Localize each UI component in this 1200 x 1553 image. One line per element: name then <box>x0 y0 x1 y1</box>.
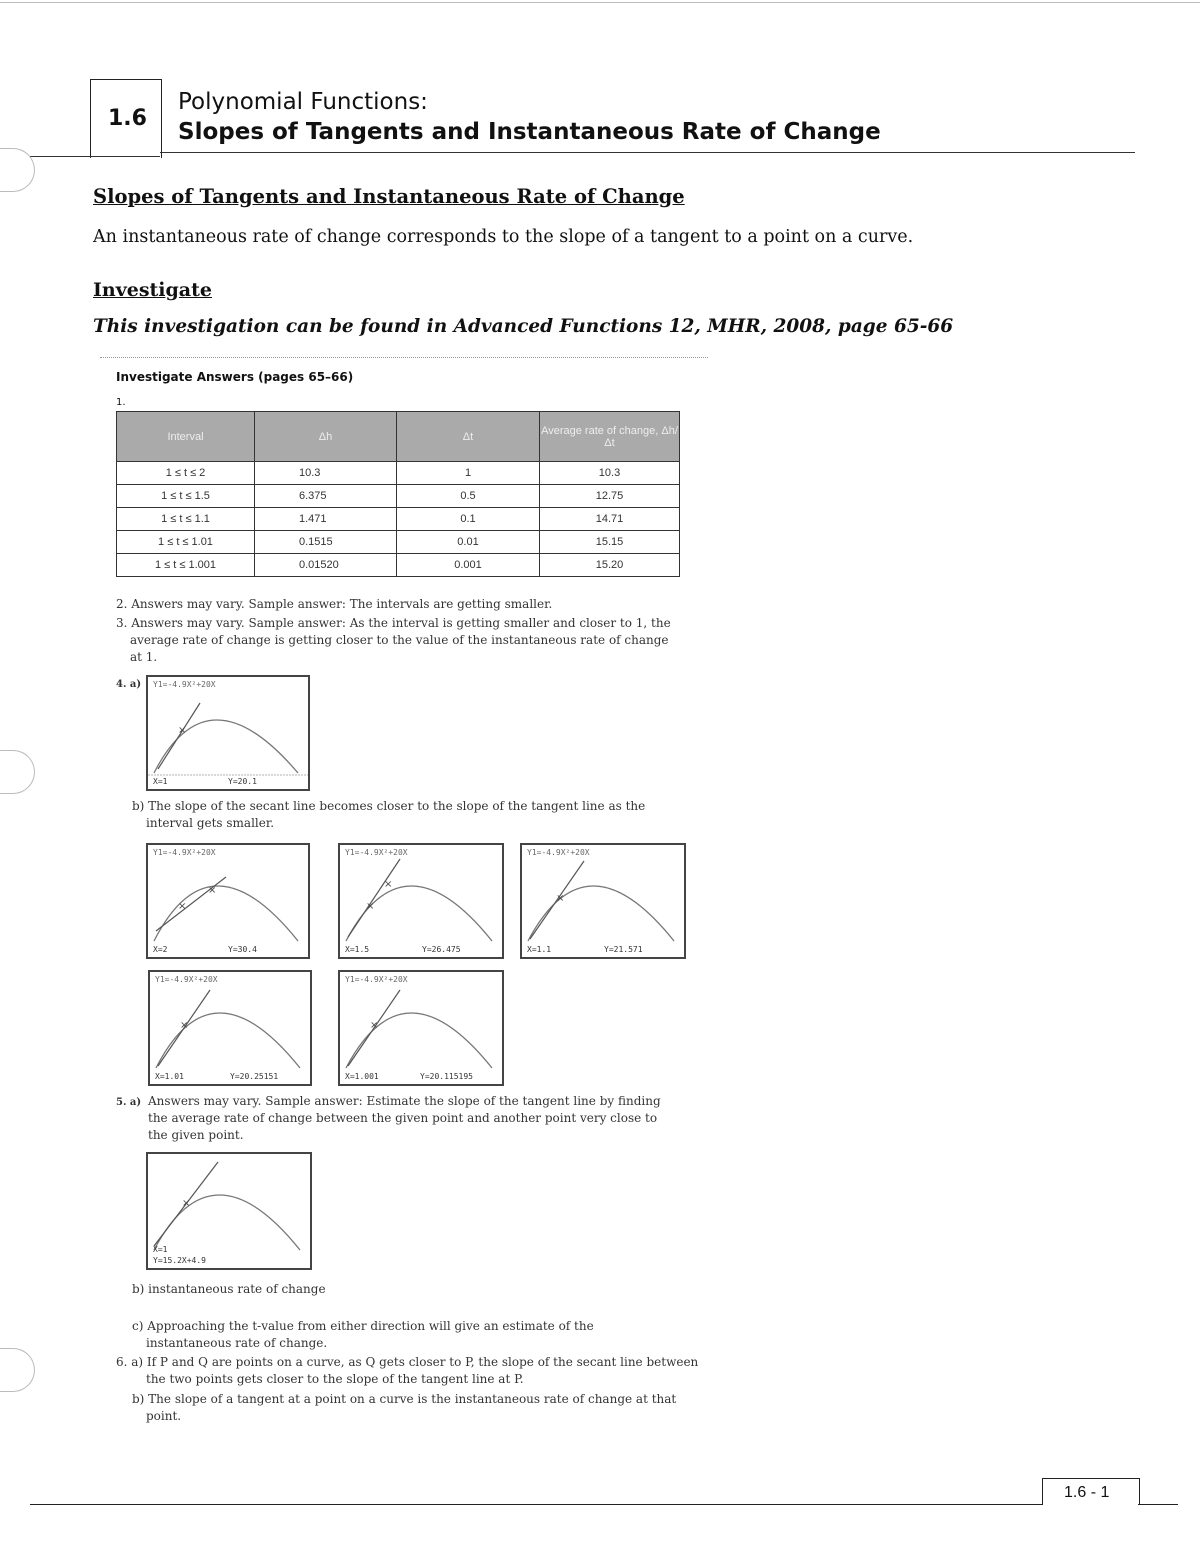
graph-x-readout: X=1.01 <box>155 1072 184 1081</box>
graph-x-readout: X=1 <box>153 1245 168 1254</box>
section-number: 1.6 <box>108 106 147 131</box>
table-cell: 1 ≤ t ≤ 1.1 <box>117 508 255 531</box>
graph-4b-interval-1.5 <box>338 843 504 959</box>
footer-rule <box>30 1504 1042 1505</box>
header-rule <box>160 152 1135 153</box>
graph-equation: Y1=-4.9X²+20X <box>155 975 218 984</box>
top-rule <box>0 2 1200 3</box>
svg-text:×: × <box>208 885 217 896</box>
graph-y-readout: Y=21.571 <box>604 945 643 954</box>
table-cell: 1 ≤ t ≤ 2 <box>117 462 255 485</box>
svg-text:×: × <box>182 1198 191 1209</box>
table-header: Interval <box>117 412 255 462</box>
graph-curve <box>522 845 684 957</box>
header-line-1: Polynomial Functions: <box>178 89 428 115</box>
answer-5c: c) Approaching the t-value from either direction will give an estimate of the instantaneous rate of change. <box>132 1319 594 1350</box>
graph-curve <box>148 677 308 789</box>
table-cell: 1 ≤ t ≤ 1.5 <box>117 485 255 508</box>
answer-2: 2. Answers may vary. Sample answer: The intervals are getting smaller. <box>116 597 553 611</box>
punch-hole <box>0 750 35 794</box>
graph-4b-interval-1.01 <box>148 970 312 1086</box>
graph-equation: Y1=-4.9X²+20X <box>527 848 590 857</box>
table-cell: 1 <box>397 462 540 485</box>
graph-curve <box>340 845 502 957</box>
table-cell: 0.5 <box>397 485 540 508</box>
table-cell: 1.471 <box>255 508 397 531</box>
graph-y-readout: Y=26.475 <box>422 945 461 954</box>
table-cell: 1 ≤ t ≤ 1.01 <box>117 531 255 554</box>
table-cell: 0.01520 <box>255 554 397 577</box>
graph-equation: Y1=-4.9X²+20X <box>153 848 216 857</box>
table-header: Average rate of change, Δh/Δt <box>540 412 680 462</box>
table-cell: 15.15 <box>540 531 680 554</box>
footer-rule-right <box>1138 1504 1178 1505</box>
graph-curve <box>340 972 502 1084</box>
answer-4b: b) The slope of the secant line becomes closer to the slope of the tangent line as the interval gets smaller. <box>132 799 646 830</box>
table-cell: 0.001 <box>397 554 540 577</box>
answer-4a-label: 4. a) <box>116 679 142 690</box>
graph-x-readout: X=1.1 <box>527 945 552 954</box>
graph-4b-interval-1.001 <box>338 970 504 1086</box>
answer-6a: 6. a) If P and Q are points on a curve, as Q gets closer to P, the slope of the secant line between the two points gets closer to the slope of the tangent line at P. <box>116 1355 699 1386</box>
page-number: 1.6 - 1 <box>1064 1484 1110 1501</box>
svg-text:×: × <box>556 893 565 904</box>
graph-4a <box>146 675 310 791</box>
graph-4b-interval-1.1 <box>520 843 686 959</box>
graph-y-readout: Y=15.2X+4.9 <box>153 1256 206 1265</box>
rate-table <box>116 411 680 577</box>
svg-text:×: × <box>384 879 393 890</box>
answer-3: 3. Answers may vary. Sample answer: As the interval is getting smaller and closer to 1, the average rate of change is getting closer to the value of the instantaneous rate of change at 1. <box>116 616 671 664</box>
table-row <box>117 554 680 577</box>
graph-curve <box>148 1154 310 1268</box>
graph-y-readout: Y=20.115195 <box>420 1072 473 1081</box>
answer-5a-label: 5. a) <box>116 1097 142 1108</box>
table-header: Δh <box>255 412 397 462</box>
svg-text:×: × <box>178 725 187 736</box>
answer-5a: Answers may vary. Sample answer: Estimate the slope of the tangent line by finding the average rate of change between the given point and another point very close to the given point. <box>148 1094 661 1142</box>
investigate-heading: Investigate <box>93 279 212 301</box>
table-cell: 12.75 <box>540 485 680 508</box>
graph-y-readout: Y=20.1 <box>228 777 257 786</box>
table-row <box>117 485 680 508</box>
graph-y-readout: Y=20.25151 <box>230 1072 279 1081</box>
answer-6b: b) The slope of a tangent at a point on a curve is the instantaneous rate of change at that point. <box>132 1392 677 1423</box>
table-cell: 0.1515 <box>255 531 397 554</box>
table-cell: 1 ≤ t ≤ 1.001 <box>117 554 255 577</box>
graph-curve <box>150 972 310 1084</box>
graph-x-readout: X=1.001 <box>345 1072 379 1081</box>
graph-equation: Y1=-4.9X²+20X <box>345 848 408 857</box>
question-1-label: 1. <box>116 397 126 408</box>
header-line-2: Slopes of Tangents and Instantaneous Rate of Change <box>178 119 881 145</box>
table-header: Δt <box>397 412 540 462</box>
graph-x-readout: X=2 <box>153 945 168 954</box>
table-cell: 14.71 <box>540 508 680 531</box>
table-row <box>117 462 680 485</box>
table-cell: 6.375 <box>255 485 397 508</box>
graph-x-readout: X=1.5 <box>345 945 370 954</box>
investigation-note: This investigation can be found in Advanced Functions 12, MHR, 2008, page 65-66 <box>93 316 954 337</box>
answer-5b: b) instantaneous rate of change <box>132 1282 326 1296</box>
header-rule-left <box>30 156 160 157</box>
svg-text:×: × <box>180 1020 189 1031</box>
table-cell: 0.1 <box>397 508 540 531</box>
graph-4b-interval-2 <box>146 843 310 959</box>
svg-text:×: × <box>366 901 375 912</box>
graph-equation: Y1=-4.9X²+20X <box>153 680 216 689</box>
graph-y-readout: Y=30.4 <box>228 945 257 954</box>
graph-5a <box>146 1152 312 1270</box>
graph-equation: Y1=-4.9X²+20X <box>345 975 408 984</box>
table-cell: 15.20 <box>540 554 680 577</box>
section-title: Slopes of Tangents and Instantaneous Rate of Change <box>93 185 685 208</box>
svg-text:×: × <box>370 1020 379 1031</box>
punch-hole <box>0 1348 35 1392</box>
table-cell: 10.3 <box>255 462 397 485</box>
svg-text:×: × <box>178 901 187 912</box>
punch-hole <box>0 148 35 192</box>
graph-curve <box>148 845 308 957</box>
answers-title: Investigate Answers (pages 65–66) <box>116 370 354 384</box>
intro-text: An instantaneous rate of change corresponds to the slope of a tangent to a point on a curve. <box>93 227 914 247</box>
table-row <box>117 508 680 531</box>
table-cell: 10.3 <box>540 462 680 485</box>
graph-x-readout: X=1 <box>153 777 168 786</box>
table-cell: 0.01 <box>397 531 540 554</box>
dotted-divider <box>100 357 708 358</box>
table-row <box>117 531 680 554</box>
